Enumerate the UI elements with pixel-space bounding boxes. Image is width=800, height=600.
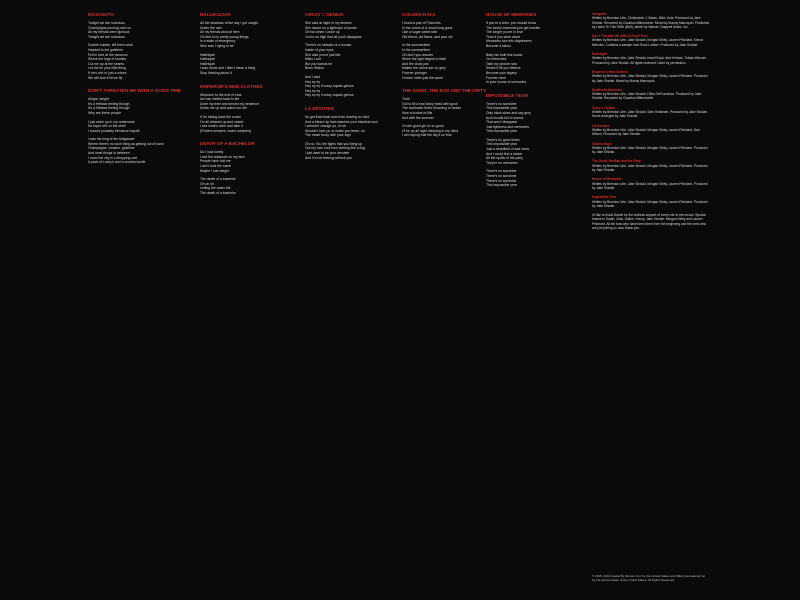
credit-song-name: LA Devotee — [592, 123, 610, 128]
lyric-line: Than if you were alone — [486, 34, 521, 39]
credit-song-name: Emperor's New Clothes — [592, 69, 628, 74]
lyric-line: I found a pair of Poloroids — [402, 21, 441, 25]
lyric-line: If you're a lover, you should know — [486, 21, 537, 25]
stanza — [305, 43, 397, 71]
lyric-line: Cut me up at the seams — [88, 61, 124, 66]
song-block — [88, 12, 190, 80]
song-block — [402, 88, 494, 138]
lyric-line: Champagne pouring over us — [88, 25, 131, 30]
stanza — [305, 75, 397, 98]
lyric-line: Now a bucket of fills — [402, 110, 433, 115]
credit-text: Written by Brendon Urie, Jake Sinclair, Sam Hollander. Produced by Jake Sinclair. Horns arranged by Jake Sinclair. — [592, 110, 708, 119]
credit-text: Written by Brendon Urie, Jake Sinclair, Morgan Kibby, Lauren Pritchard. Produced by Jake Sinclair. — [592, 145, 708, 155]
stanza — [486, 169, 576, 187]
stanza — [305, 115, 397, 138]
credit-song-name: Hallelujah — [592, 52, 608, 57]
song-title: DEATH OF A BACHELOR — [200, 141, 255, 147]
thanks-text: I'd like to thank Daniel for the endless support of every role in the record. Special thanks to Sarah, Zack, Dallon, Kenny, Jake Sinclair, Morgan Kibby and Lauren Pritchard. All the fans who have been there from the beginning and the ones who are just joining us now, thank you. — [592, 213, 707, 230]
lyric-line: (Finders keepers, losers weepers) — [200, 128, 252, 133]
song-block — [402, 12, 494, 80]
song-title: IMPOSSIBLE YEAR — [486, 92, 529, 98]
lyric-line: This impossible year — [486, 183, 517, 188]
stanza — [402, 97, 494, 120]
lyric-line: Do I look lonely — [200, 150, 224, 155]
stanza — [200, 150, 290, 173]
lyric-line: On memories — [486, 57, 507, 62]
lyric-line: Hey ey ey if crazy equals genius — [305, 84, 354, 89]
lyric-line: I roam the city in a shopping cart — [88, 155, 138, 160]
lyrics-column-3 — [305, 12, 397, 590]
lyric-line: Growin' older just the same — [402, 75, 443, 80]
lyric-line: Hey ey ey if crazy equals genius — [305, 93, 354, 98]
lyric-line: Take my picture now — [486, 61, 517, 66]
song-title: THE GOOD, THE BAD AND THE DIRTY — [402, 88, 487, 94]
credit-block — [592, 12, 710, 29]
lyric-line: They're no memories — [486, 160, 518, 165]
lyric-line: This impossible year — [486, 142, 517, 147]
lyric-line: Old friend, old flame, and your sin — [402, 34, 453, 39]
song-block — [200, 141, 290, 195]
copyright-footer: © 2015, 2016 Fueled By Ramen LLC for the United States and WEA International Inc. for the world outside of the United States. All Rights Reserved. — [592, 574, 706, 582]
stanza — [88, 120, 190, 134]
lyric-line: Oh but when I woke up — [305, 30, 340, 35]
lyric-line: In the summertime — [402, 43, 431, 48]
lyrics-column-2 — [200, 12, 290, 590]
credit-song-name: The Good, the Bad and the Dirty — [592, 159, 641, 164]
song-title: HALLELUJAH — [200, 12, 231, 17]
credit-block — [592, 142, 710, 155]
lyric-line: Shake it till you believe — [486, 66, 521, 71]
credit-block — [592, 70, 710, 83]
stanza — [402, 21, 494, 39]
lyric-line: Got to fill a real shiny head with good — [402, 101, 458, 106]
lyric-line: I should probably introduce myself — [88, 128, 140, 133]
lyric-line: Welcome to the end of eras — [200, 92, 242, 97]
lyric-line: Brian Wilson — [305, 66, 325, 71]
lyric-line: Wouldn't love ya, to make you leave, no — [305, 128, 365, 133]
stanza — [305, 142, 397, 160]
lyric-line: That won't disappear — [486, 120, 518, 125]
lyric-line: Fell in love at the museum — [88, 52, 128, 57]
stanza — [486, 53, 576, 85]
lyric-line: In the summertime — [402, 47, 431, 52]
lyric-line: Where there's no such thing as getting out of hand — [88, 141, 164, 146]
lyrics-column-5 — [486, 12, 576, 590]
lyric-line: There's no sunshine — [486, 178, 517, 183]
lyric-line: Only black skies and say grey — [486, 110, 531, 115]
lyric-line: Become a taboo — [486, 43, 511, 48]
lyric-line: All the shadows of the day I got caught — [200, 21, 259, 25]
lyric-line: I am hoping that the sky's so true — [402, 133, 452, 138]
lyric-line: Headed to the galleries — [88, 47, 123, 52]
credit-text: Written by Brendon Urie, Jake Sinclair, Morgan Kibby, Lauren Pritchard, Kieron Menzies. Contains a sample from Rock Lobster. Produced by Jake Sinclair. — [592, 38, 704, 47]
stanza — [305, 21, 397, 39]
lyric-line: In a state of emergency — [200, 39, 236, 44]
credit-text: Written by Brendon Urie, Jake Sinclair, Imad Royal, Alex Kristian, Tobias Wincorn. Produced by Jake Sinclair. All rights reserved. Used by permission. — [592, 56, 708, 65]
stanza — [88, 97, 190, 115]
stanza — [486, 21, 576, 49]
song-block — [486, 93, 576, 188]
lyric-line: Maybe I lost weight — [200, 168, 230, 173]
lyric-line: But you wanna be — [305, 61, 333, 66]
lyric-line: Hallelujah — [200, 61, 215, 66]
lyric-line: Acid clouds full of sorrow — [486, 115, 524, 120]
song-title: CRAZY = GENIUS — [305, 12, 344, 17]
song-block — [305, 106, 397, 160]
lyric-line: And the clock just — [402, 61, 429, 66]
lyric-line: I'm all dressed up and naked — [200, 119, 244, 124]
lyrics-column-1 — [88, 12, 190, 590]
lyric-line: She dance on a tightrope of words — [305, 25, 357, 30]
song-title: DON'T THREATEN ME WITH A GOOD TIME — [88, 88, 182, 94]
lyric-line: She said you're just like — [305, 52, 341, 57]
lyric-line: The sunflower that's blooming to heads — [402, 106, 461, 111]
song-block — [200, 84, 290, 134]
credit-text: Written by Brendon Urie, Jake Sinclair, Morgan Kibby, Lauren Pritchard. Produced by Jake Sinclair. — [592, 163, 708, 173]
song-title: LA DEVOTEE — [305, 105, 335, 111]
lyric-line: So get that black dust from leaving so hard — [305, 114, 370, 119]
lyric-line: Hallelujah — [200, 57, 215, 62]
lyric-line: Inside of your eyes — [305, 47, 334, 52]
stanza — [402, 43, 494, 80]
lyric-line: No liquor left on the shelf — [88, 124, 126, 129]
lyric-line: Champagne, cocaine, gasoline — [88, 146, 135, 151]
lyric-line: I'm the good girl so so good — [402, 124, 444, 129]
lyric-line: When the light begins to fade — [402, 57, 446, 62]
lyric-line: I don't look the same — [200, 164, 232, 169]
lyric-line: If I'm taking back the crown — [200, 114, 241, 119]
credit-song-name: Golden Days — [592, 141, 612, 146]
lyric-line: Oh don't you wonder — [402, 52, 434, 57]
song-block — [200, 12, 290, 76]
lyric-line: And most things in between — [88, 151, 130, 156]
lyric-line: Just a heartfield of bad news — [486, 147, 530, 152]
credit-song-name: Crazy = Genius — [592, 105, 616, 110]
lyric-line: Who was I trying to be — [200, 43, 234, 48]
credit-block — [592, 159, 710, 172]
lyric-line: Like a sugar sweet twin — [402, 30, 438, 35]
lyric-line: Hey ey ey — [305, 79, 321, 84]
lyric-line: All the spoils of the party — [486, 156, 523, 161]
credit-block — [592, 195, 710, 208]
lyric-line: Why are these people — [88, 110, 121, 115]
lyric-line: Become your legacy — [486, 70, 517, 75]
lyric-line: Got my own soul from leaving like a dog — [305, 146, 366, 151]
credit-text: Written by Brendon Urie, Jake Sinclair, Morgan Kibby, Lauren Pritchard. Produced by Jake Sinclair. — [592, 181, 708, 190]
lyric-line: Let me be your little thing — [88, 66, 126, 71]
lyric-line: Oh feel so in pretty young things — [200, 34, 249, 39]
lyric-line: I wouldn't change ya, oh oh — [305, 124, 347, 129]
lyric-line: This impossible year — [486, 106, 517, 111]
lyric-line: Truth — [402, 97, 410, 102]
lyric-line: There's no sunshine — [486, 169, 517, 174]
credit-text: Written by Brendon Urie, Christopher J. Baran, Mike Viola. Produced by Jake Sinclair. Recorded by Claudius Mittendorfer. Mixed by Manny Marroquin. Published by Listen To This Shhh (BMI), admin by Warner Chappell Music, Inc. — [592, 16, 710, 29]
credit-song-name: Impossible Year — [592, 195, 617, 200]
song-title: GOLDEN DAYS — [402, 12, 436, 17]
lyric-line: A pack of Lucky's and a crooked smile — [88, 160, 146, 165]
lyric-line: In the colors of a mood long gone — [402, 25, 453, 30]
lyric-line: Tonight we are notorious — [88, 21, 125, 25]
stanza — [402, 124, 494, 138]
stanza — [200, 93, 290, 111]
lyric-line: Alright, alright — [88, 97, 109, 102]
lyric-line: You're so high that all you'll disappear — [305, 34, 362, 39]
lyric-line: The lonely moments just get lonelier — [486, 25, 541, 30]
lyric-line: There's no sunshine — [486, 174, 517, 179]
credit-song-name: Incognito — [592, 12, 607, 16]
lyric-line: There's no sunshine — [486, 101, 517, 106]
lyric-line: Memories turn into daydreams — [486, 39, 532, 44]
lyric-line: Letting the water fall — [200, 186, 231, 191]
lyric-line: Forever younger — [402, 70, 427, 75]
stanza — [88, 43, 190, 80]
lyric-line: Miles Love — [305, 57, 322, 62]
stanza — [200, 115, 290, 133]
lyric-line: She said at night in my dreams — [305, 21, 352, 25]
stanza — [200, 53, 290, 76]
credit-block — [592, 106, 710, 119]
lyric-line: I just woke up in my underwear — [88, 119, 135, 124]
lyric-line: I just want to be your devotee — [305, 151, 350, 156]
lyric-line: And I'm not leaving without you — [305, 155, 352, 160]
lyric-line: Hey ey ey — [305, 88, 321, 93]
lyric-line: And I said — [305, 74, 321, 79]
lyric-line: There's no good times — [486, 137, 520, 142]
lyric-line: Forever mine — [486, 75, 506, 80]
lyric-line: It's a Hellava feeling though — [88, 101, 130, 106]
lyric-line: And I could find a stoker — [486, 151, 523, 156]
lyric-line: Shook the legs of tourists — [88, 57, 127, 62]
song-title: EMPEROR'S NEW CLOTHES — [200, 83, 263, 89]
lyric-line: This impossible year — [486, 129, 517, 134]
stanza — [486, 102, 576, 134]
credit-song-name: House of Memories — [592, 177, 622, 182]
credits-column — [592, 12, 710, 590]
song-block — [305, 12, 397, 98]
credit-block — [592, 88, 710, 101]
lyric-line: I see the shadows on my face — [200, 154, 245, 159]
lyric-line: And a bleach lip that matches your blackest soul — [305, 119, 378, 124]
credit-block — [592, 34, 710, 47]
credit-block — [592, 177, 710, 190]
song-block — [88, 88, 190, 165]
lyric-line: Double bubble, tell them what — [88, 43, 133, 48]
song-title: INCOGNITO — [88, 12, 114, 17]
lyric-line: The mean fuzzy with your sign — [305, 133, 351, 138]
lyric-line: Just lightness and memories — [486, 124, 529, 129]
lyric-line: Oh oh oh — [200, 181, 214, 186]
lyric-line: If he's rich or just a whore — [88, 70, 127, 75]
credit-text: Written by Brendon Urie, Jake Sinclair, Morgan Kibby, Lauren Pritchard, Dan Wilson. Produced by Jake Sinclair. — [592, 127, 700, 137]
credit-song-name: Don't Threaten Me With A Good Time — [592, 34, 648, 39]
lyric-line: It's a Hellava feeling though — [88, 106, 130, 111]
song-block — [486, 12, 576, 85]
lyric-line: All my friends around here — [200, 30, 240, 35]
lyric-line: All my friends were glorious — [88, 30, 130, 35]
lyric-line: I see what's mine and take it — [200, 124, 243, 129]
credit-block — [592, 52, 710, 65]
lyric-line: Makes the colors turn to grey — [402, 66, 446, 71]
stanza — [200, 177, 290, 195]
lyric-line: People have told me — [200, 159, 231, 164]
lyric-line: Tonight we are notorious — [88, 34, 125, 39]
song-title: HOUSE OF MEMORIES — [486, 12, 537, 17]
credit-text: Written by Brendon Urie, Jake Sinclair, Morgan Kibby, Lauren Pritchard. Produced by Jake Sinclair. — [592, 199, 708, 208]
lyric-line: Done my time and served my sentence — [200, 101, 259, 106]
stanza — [88, 137, 190, 165]
lyric-line: There's no mistake of a human — [305, 43, 352, 48]
lyric-line: Stop thinking about it — [200, 70, 232, 75]
lyric-line: In your house of memories — [486, 80, 527, 85]
lyric-line: Dress me up and watch me die — [200, 106, 247, 111]
lyric-line: And with the summer — [402, 115, 434, 120]
lyric-line: Oh no, No, the lights that you bring up — [305, 141, 363, 146]
credit-song-name: Death of a Bachelor — [592, 87, 622, 92]
lyric-line: I was the king of the bellgasser — [88, 137, 135, 142]
lyric-line: Ice has melted back to life — [200, 97, 240, 102]
credit-text: Written by Brendon Urie, Jake Sinclair, Dillon DeFrancisco. Produced by Jake Sinclair. Recorded by Claudius Mittendorfer. — [592, 92, 702, 101]
stanza — [486, 138, 576, 166]
stanza — [200, 21, 290, 49]
lyric-line: Baby we built this house — [486, 52, 523, 57]
lyric-line: Under the rain — [200, 25, 222, 30]
lyric-line: The death of a bachelor — [200, 177, 236, 182]
lyrics-column-4 — [402, 12, 494, 590]
lyric-line: We will lose it till we fly — [88, 75, 123, 80]
lyric-line: The death of a bachelor — [200, 191, 236, 196]
stanza — [88, 21, 190, 39]
lyric-line: I'll be up all night sleeping in my mind — [402, 128, 459, 133]
lyric-line: Hallelujah — [200, 52, 215, 57]
lyric-line: I was drunk and I didn't mean a thing — [200, 66, 256, 71]
credit-text: Written by Brendon Urie, Jake Sinclair, Morgan Kibby, Lauren Pritchard. Produced by Jake Sinclair. Mixed by Manny Marroquin. — [592, 74, 708, 83]
credit-block — [592, 124, 710, 137]
lyric-line: The longer you're in love — [486, 30, 524, 35]
